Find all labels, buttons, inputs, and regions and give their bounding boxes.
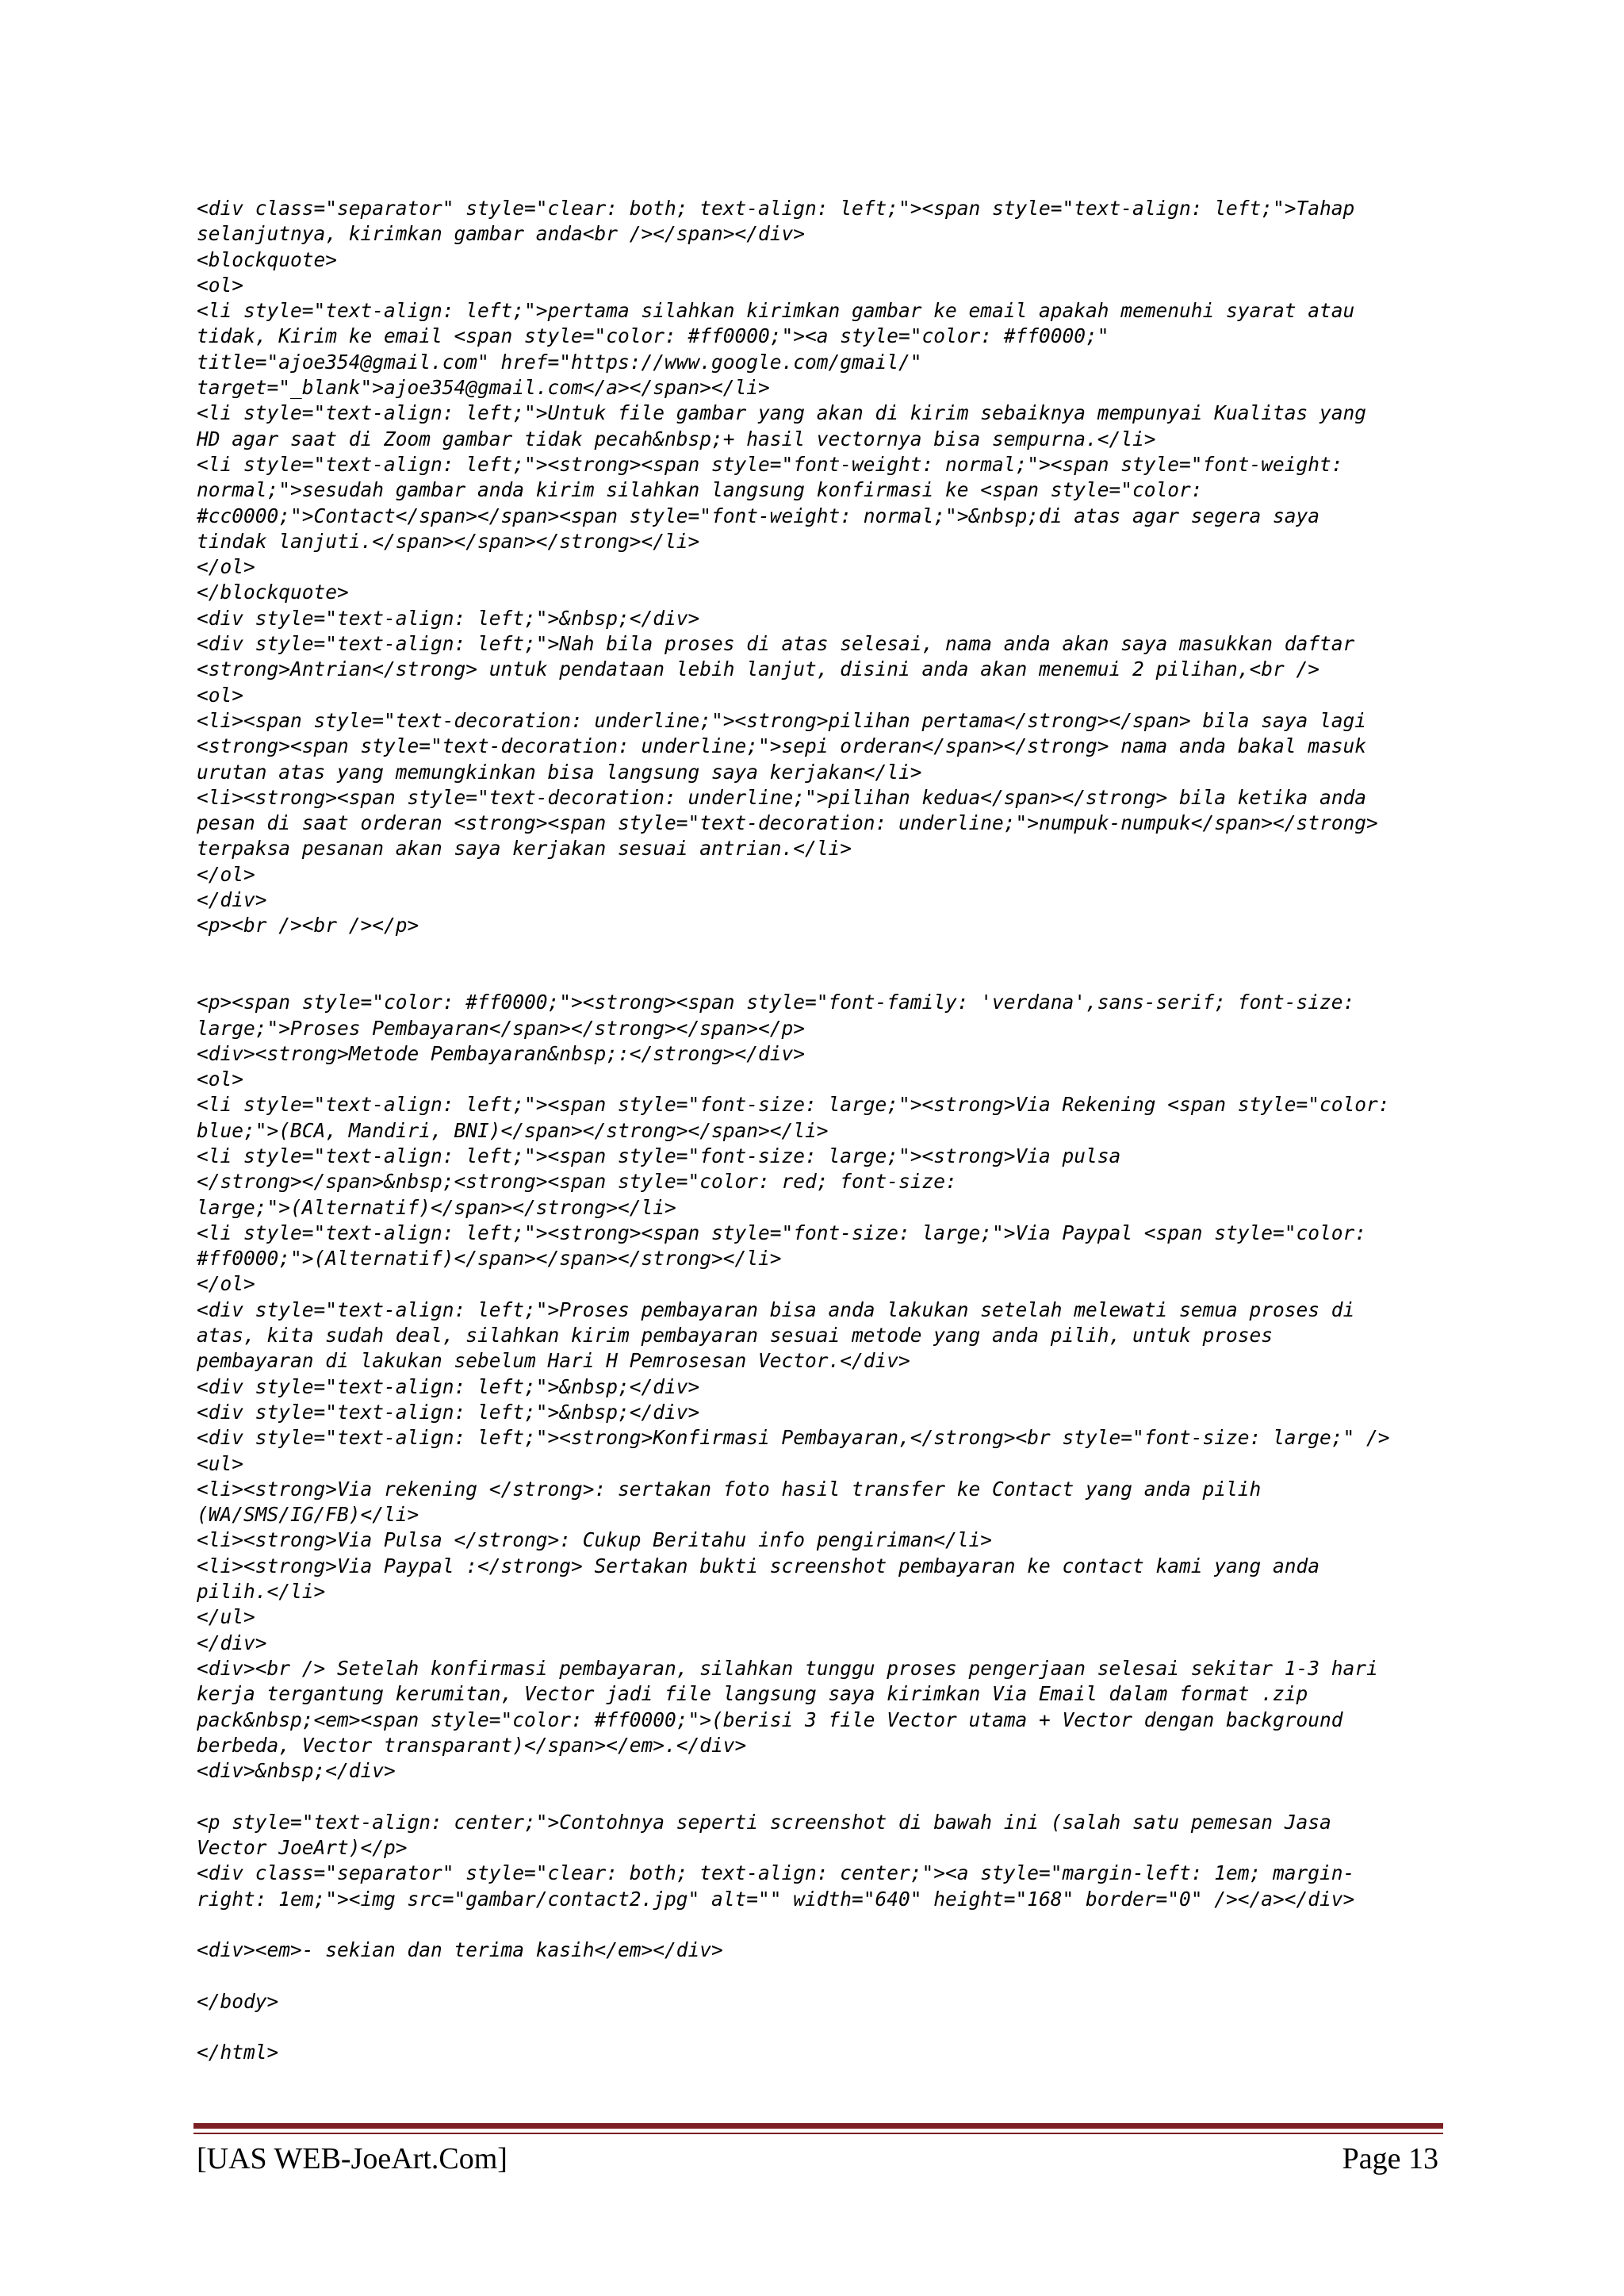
code-line: pembayaran di lakukan sebelum Hari H Pemrosesan Vector.</div> xyxy=(197,1349,910,1373)
code-line: tidak, Kirim ke email <span style="color: #ff0000;"><a style="color: #ff0000;" xyxy=(197,324,1109,348)
code-line: <div><strong>Metode Pembayaran&nbsp;:</strong></div> xyxy=(197,1041,806,1065)
code-line: <div style="text-align: left;"><strong>Konfirmasi Pembayaran,</strong><br style="font-size: large;" /> xyxy=(197,1426,1390,1450)
code-line: terpaksa pesanan akan saya kerjakan sesuai antrian.</li> xyxy=(197,837,852,861)
code-line: title="ajoe354@gmail.com" href="https://www.google.com/gmail/" xyxy=(197,350,922,374)
code-line: </div> xyxy=(197,888,267,912)
code-line: pack&nbsp;<em><span style="color: #ff0000;">(berisi 3 file Vector utama + Vector dengan background xyxy=(197,1708,1343,1731)
code-line: <li style="text-align: left;"><span style="font-size: large;"><strong>Via Rekening <span style="color: xyxy=(197,1093,1390,1117)
code-line: target="_blank">ajoe354@gmail.com</a></span></li> xyxy=(197,376,770,400)
code-line: <li><strong>Via rekening </strong>: sertakan foto hasil transfer ke Contact yang anda pilih xyxy=(197,1477,1262,1501)
code-line: kerja tergantung kerumitan, Vector jadi file langsung saya kirimkan Via Email dalam format .zip xyxy=(197,1682,1308,1706)
code-line: <div style="text-align: left;">Proses pembayaran bisa anda lakukan setelah melewati semua proses di xyxy=(197,1297,1355,1321)
code-line: <div class="separator" style="clear: both; text-align: left;"><span style="text-align: left;">Tahap xyxy=(197,197,1355,220)
code-line: <li style="text-align: left;">Untuk file gambar yang akan di kirim sebaiknya mempunyai Kualitas yang xyxy=(197,401,1367,425)
code-line: <p><span style="color: #ff0000;"><strong><span style="font-family: 'verdana',sans-serif; font-size: xyxy=(197,991,1355,1014)
code-line: <strong>Antrian</strong> untuk pendataan lebih lanjut, disini anda akan menemui 2 pilihan,<br /> xyxy=(197,657,1320,681)
code-line: <div><em>- sekian dan terima kasih</em></div> xyxy=(197,1938,723,1962)
code-line: <ul> xyxy=(197,1451,244,1475)
code-line: </ul> xyxy=(197,1605,255,1629)
code-line: </ol> xyxy=(197,1272,255,1296)
code-line: <li style="text-align: left;"><span style="font-size: large;"><strong>Via pulsa xyxy=(197,1144,1121,1167)
code-line: (WA/SMS/IG/FB)</li> xyxy=(197,1503,419,1527)
code-line: <li><strong>Via Pulsa </strong>: Cukup Beritahu info pengiriman</li> xyxy=(197,1528,993,1552)
code-line: normal;">sesudah gambar anda kirim silahkan langsung konfirmasi ke <span style="color: xyxy=(197,478,1203,502)
code-line: berbeda, Vector transparant)</span></em>.</div> xyxy=(197,1733,747,1757)
code-line: <ol> xyxy=(197,683,244,707)
code-listing xyxy=(197,196,1450,2066)
code-line: atas, kita sudah deal, silahkan kirim pembayaran sesuai metode yang anda pilih, untuk proses xyxy=(197,1324,1274,1347)
footer-page-number: Page 13 xyxy=(1342,2142,1438,2175)
code-line: blue;">(BCA, Mandiri, BNI)</span></strong></span></li> xyxy=(197,1118,829,1142)
code-line: <div style="text-align: left;">Nah bila proses di atas selesai, nama anda akan saya masukkan daftar xyxy=(197,632,1355,656)
code-line: <li><strong><span style="text-decoration: underline;">pilihan kedua</span></strong> bila ketika anda xyxy=(197,785,1367,809)
code-line: <div style="text-align: left;">&nbsp;</div> xyxy=(197,1374,700,1398)
code-line: selanjutnya, kirimkan gambar anda<br /></span></div> xyxy=(197,222,806,246)
code-line xyxy=(197,1963,1450,1988)
code-line: urutan atas yang memungkinkan bisa langsung saya kerjakan</li> xyxy=(197,760,922,784)
code-line: </div> xyxy=(197,1631,267,1654)
code-line: <ol> xyxy=(197,273,244,297)
code-line: <div class="separator" style="clear: both; text-align: center;"><a style="margin-left: 1em; margin- xyxy=(197,1861,1355,1885)
code-line: </blockquote> xyxy=(197,581,349,604)
code-line: <div style="text-align: left;">&nbsp;</div> xyxy=(197,1400,700,1424)
code-line: large;">(Alternatif)</span></strong></li> xyxy=(197,1195,676,1219)
code-line: <div style="text-align: left;">&nbsp;</div> xyxy=(197,606,700,630)
code-line: </body> xyxy=(197,1989,279,2013)
code-line: </strong></span>&nbsp;<strong><span style="color: red; font-size: xyxy=(197,1170,957,1194)
code-line: <li style="text-align: left;"><strong><span style="font-size: large;">Via Paypal <span style="color: xyxy=(197,1221,1367,1244)
code-line: <li style="text-align: left;">pertama silahkan kirimkan gambar ke email apakah memenuhi syarat atau xyxy=(197,299,1355,323)
code-line: pesan di saat orderan <strong><span style="text-decoration: underline;">numpuk-numpuk</span></strong> xyxy=(197,811,1378,835)
code-line: <strong><span style="text-decoration: underline;">sepi orderan</span></strong> nama anda bakal masuk xyxy=(197,734,1367,758)
code-line: </html> xyxy=(197,2041,279,2064)
code-line xyxy=(197,964,1450,990)
footer-rule-thick xyxy=(193,2123,1443,2129)
code-line: <div><br /> Setelah konfirmasi pembayaran, silahkan tunggu proses pengerjaan selesai sekitar 1-3 hari xyxy=(197,1656,1378,1680)
code-line: <ol> xyxy=(197,1068,244,1091)
code-line: </ol> xyxy=(197,555,255,579)
code-line xyxy=(197,1912,1450,1938)
code-line: Vector JoeArt)</p> xyxy=(197,1836,408,1859)
code-line: large;">Proses Pembayaran</span></strong></span></p> xyxy=(197,1016,806,1040)
code-line: pilih.</li> xyxy=(197,1580,326,1604)
code-line: <li><strong>Via Paypal :</strong> Sertakan bukti screenshot pembayaran ke contact kami yang anda xyxy=(197,1554,1320,1577)
code-line xyxy=(197,1784,1450,1809)
code-line: <p style="text-align: center;">Contohnya seperti screenshot di bawah ini (salah satu pemesan Jasa xyxy=(197,1810,1331,1834)
code-line: </ol> xyxy=(197,862,255,886)
code-line: HD agar saat di Zoom gambar tidak pecah&nbsp;+ hasil vectornya bisa sempurna.</li> xyxy=(197,427,1156,450)
footer-document-title: [UAS WEB-JoeArt.Com] xyxy=(197,2142,508,2175)
code-line: <p><br /><br /></p> xyxy=(197,914,419,937)
code-line: right: 1em;"><img src="gambar/contact2.jpg" alt="" width="640" height="168" border="0" /></a></div> xyxy=(197,1887,1355,1911)
code-line xyxy=(197,2014,1450,2040)
code-line: <li style="text-align: left;"><strong><span style="font-weight: normal;"><span style="font-weight: xyxy=(197,452,1343,476)
code-line: #ff0000;">(Alternatif)</span></span></strong></li> xyxy=(197,1247,782,1271)
code-line: #cc0000;">Contact</span></span><span style="font-weight: normal;">&nbsp;di atas agar segera saya xyxy=(197,504,1320,527)
code-line: tindak lanjuti.</span></span></strong></li> xyxy=(197,529,700,553)
footer-rule-thin xyxy=(193,2133,1443,2134)
code-line: <blockquote> xyxy=(197,247,338,271)
code-line: <li><span style="text-decoration: underline;"><strong>pilihan pertama</strong></span> bila saya lagi xyxy=(197,708,1367,732)
code-line xyxy=(197,939,1450,964)
code-line: <div>&nbsp;</div> xyxy=(197,1759,396,1783)
